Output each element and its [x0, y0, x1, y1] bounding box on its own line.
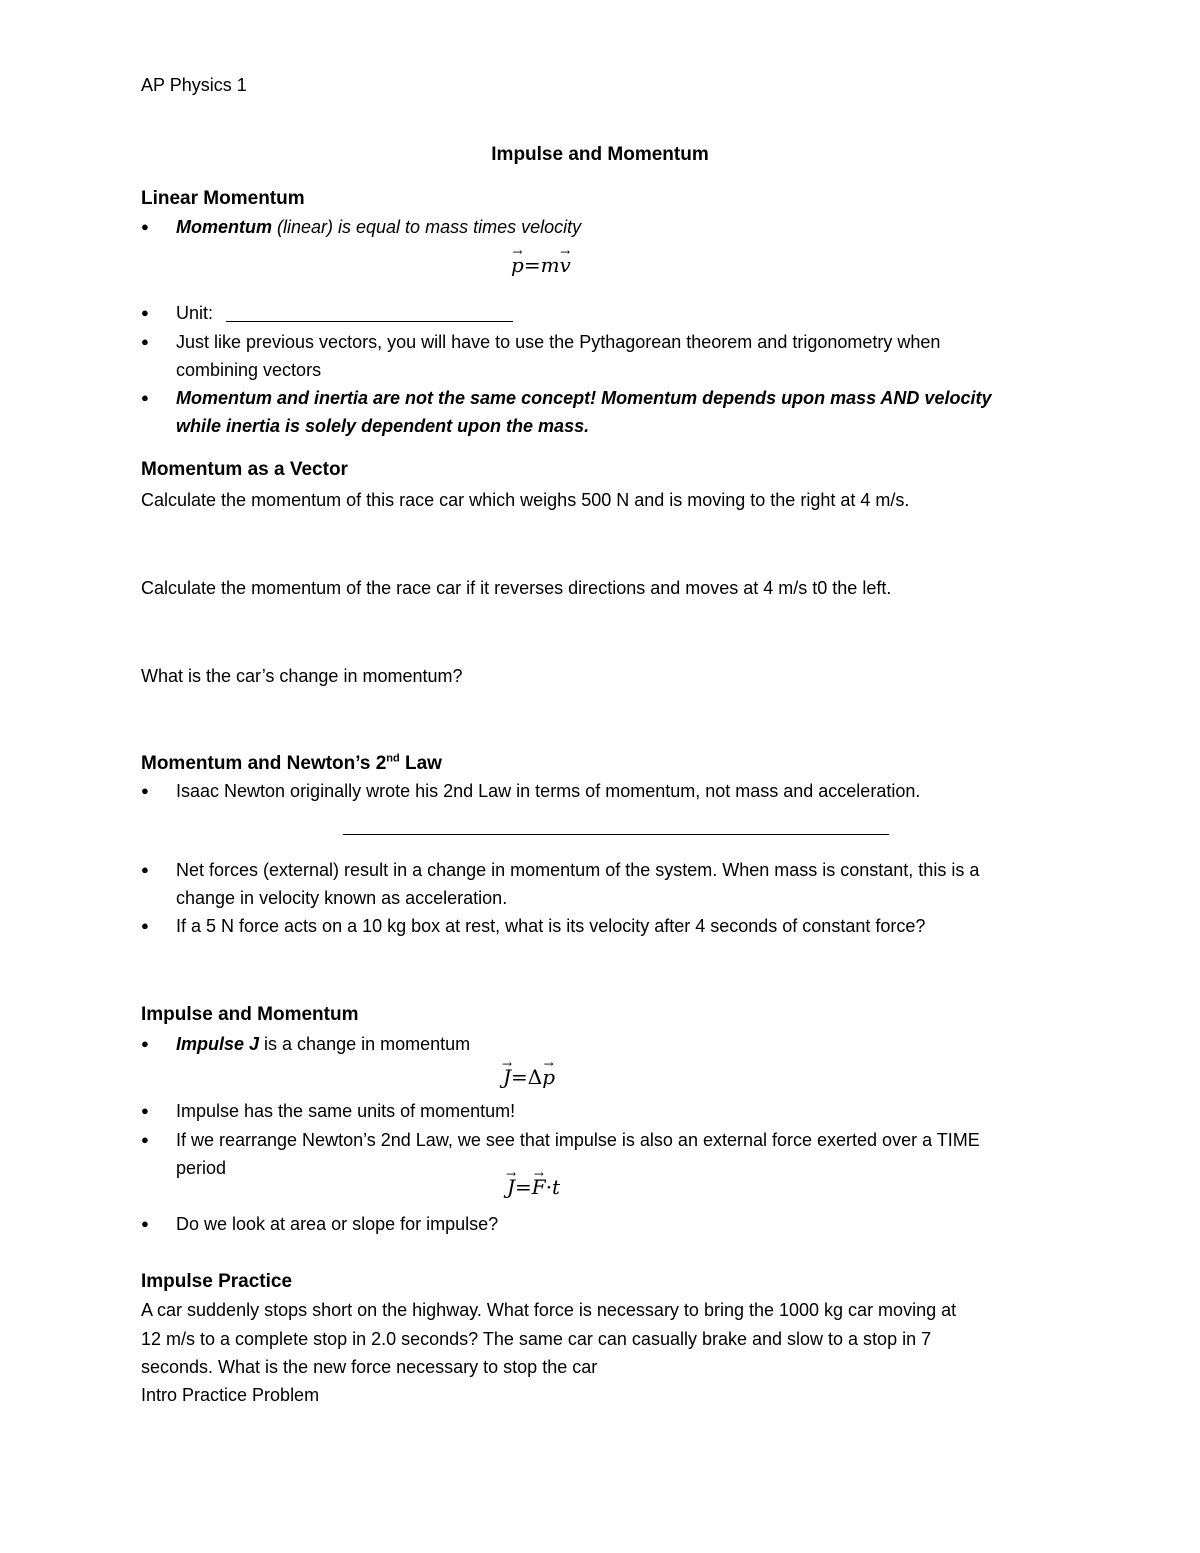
bullet-icon: ● [141, 390, 149, 405]
bullet-box-question: If a 5 N force acts on a 10 kg box at rest, what is its velocity after 4 seconds of constant force? [176, 916, 926, 936]
heading-superscript: nd [386, 752, 400, 765]
section-heading-impulse-practice: Impulse Practice [141, 1271, 293, 1292]
bullet-vectors-line2: combining vectors [176, 360, 322, 380]
symbol-p: → p [511, 251, 524, 279]
symbol-J: → J [503, 1063, 511, 1091]
equation-momentum [511, 251, 571, 279]
symbol-delta: Δ [527, 1065, 543, 1089]
practice-text-line1: A car suddenly stops short on the highway. What force is necessary to bring the 1000 kg car moving at [141, 1300, 957, 1320]
unit-answer-blank[interactable] [226, 321, 513, 322]
bullet-newton-original: Isaac Newton originally wrote his 2nd Law in terms of momentum, not mass and acceleration. [176, 781, 921, 801]
section-heading-newtons-second-law [141, 750, 442, 778]
symbol-J: → J [507, 1173, 515, 1201]
term-momentum: Momentum [176, 217, 272, 237]
definition-text: (linear) is equal to mass times velocity [272, 217, 582, 237]
definition-text: is a change in momentum [259, 1034, 471, 1054]
bullet-impulse-definition [176, 1030, 470, 1058]
heading-main: Momentum and Newton’s 2 [141, 753, 387, 774]
bullet-icon: ● [141, 1216, 149, 1231]
symbol-m: m [540, 253, 560, 277]
bullet-icon: ● [141, 1132, 149, 1147]
bullet-icon: ● [141, 918, 149, 933]
section-heading-impulse-momentum: Impulse and Momentum [141, 1004, 359, 1025]
newton-law-answer-blank[interactable] [343, 834, 889, 835]
bullet-inertia-line1: Momentum and inertia are not the same concept! Momentum depends upon mass AND velocity [176, 388, 992, 408]
symbol-dot: · [545, 1175, 553, 1199]
symbol-t: t [552, 1175, 561, 1199]
equation-impulse-momentum [503, 1063, 555, 1091]
symbol-v: → v [560, 251, 571, 279]
bullet-rearrange-line2: period [176, 1158, 227, 1178]
practice-text-line2: 12 m/s to a complete stop in 2.0 seconds? The same car can casually brake and slow to a stop in 7 [141, 1329, 932, 1349]
bullet-net-forces-line2: change in velocity known as acceleration. [176, 888, 508, 908]
practice-text-line3: seconds. What is the new force necessary to stop the car [141, 1357, 598, 1377]
question-change-in-momentum: What is the car’s change in momentum? [141, 666, 463, 686]
page-title: Impulse and Momentum [491, 144, 709, 165]
bullet-icon: ● [141, 1036, 149, 1051]
bullet-rearrange-line1: If we rearrange Newton’s 2nd Law, we see that impulse is also an external force exerted over a TIME [176, 1130, 980, 1150]
section-heading-linear-momentum: Linear Momentum [141, 188, 305, 209]
bullet-net-forces-line1: Net forces (external) result in a change in momentum of the system. When mass is constant, this is a [176, 860, 980, 880]
bullet-unit [176, 299, 213, 327]
symbol-F: → F [532, 1173, 546, 1201]
bullet-icon: ● [141, 334, 149, 349]
term-impulse: Impulse J [176, 1034, 260, 1054]
bullet-icon: ● [141, 783, 149, 798]
heading-end: Law [399, 753, 442, 774]
bullet-area-or-slope: Do we look at area or slope for impulse? [176, 1214, 499, 1234]
bullet-icon: ● [141, 1103, 149, 1118]
bullet-icon: ● [141, 219, 149, 234]
section-heading-momentum-vector: Momentum as a Vector [141, 459, 348, 480]
symbol-equals: = [515, 1175, 532, 1199]
bullet-inertia-line2: while inertia is solely dependent upon the mass. [176, 416, 590, 436]
bullet-momentum-definition [176, 213, 581, 241]
symbol-p: → p [542, 1063, 555, 1091]
course-header: AP Physics 1 [141, 75, 247, 95]
symbol-equals: = [511, 1065, 528, 1089]
question-race-car-left: Calculate the momentum of the race car if it reverses directions and moves at 4 m/s t0 the left. [141, 578, 892, 598]
bullet-icon: ● [141, 305, 149, 320]
question-race-car-right: Calculate the momentum of this race car which weighs 500 N and is moving to the right at 4 m/s. [141, 490, 910, 510]
bullet-vectors-line1: Just like previous vectors, you will have to use the Pythagorean theorem and trigonometry when [176, 332, 941, 352]
bullet-icon: ● [141, 862, 149, 877]
bullet-impulse-units: Impulse has the same units of momentum! [176, 1101, 516, 1121]
intro-practice-problem: Intro Practice Problem [141, 1385, 320, 1405]
symbol-equals: = [523, 253, 541, 277]
equation-impulse-force-time [507, 1173, 560, 1201]
unit-label: Unit: [176, 303, 214, 323]
